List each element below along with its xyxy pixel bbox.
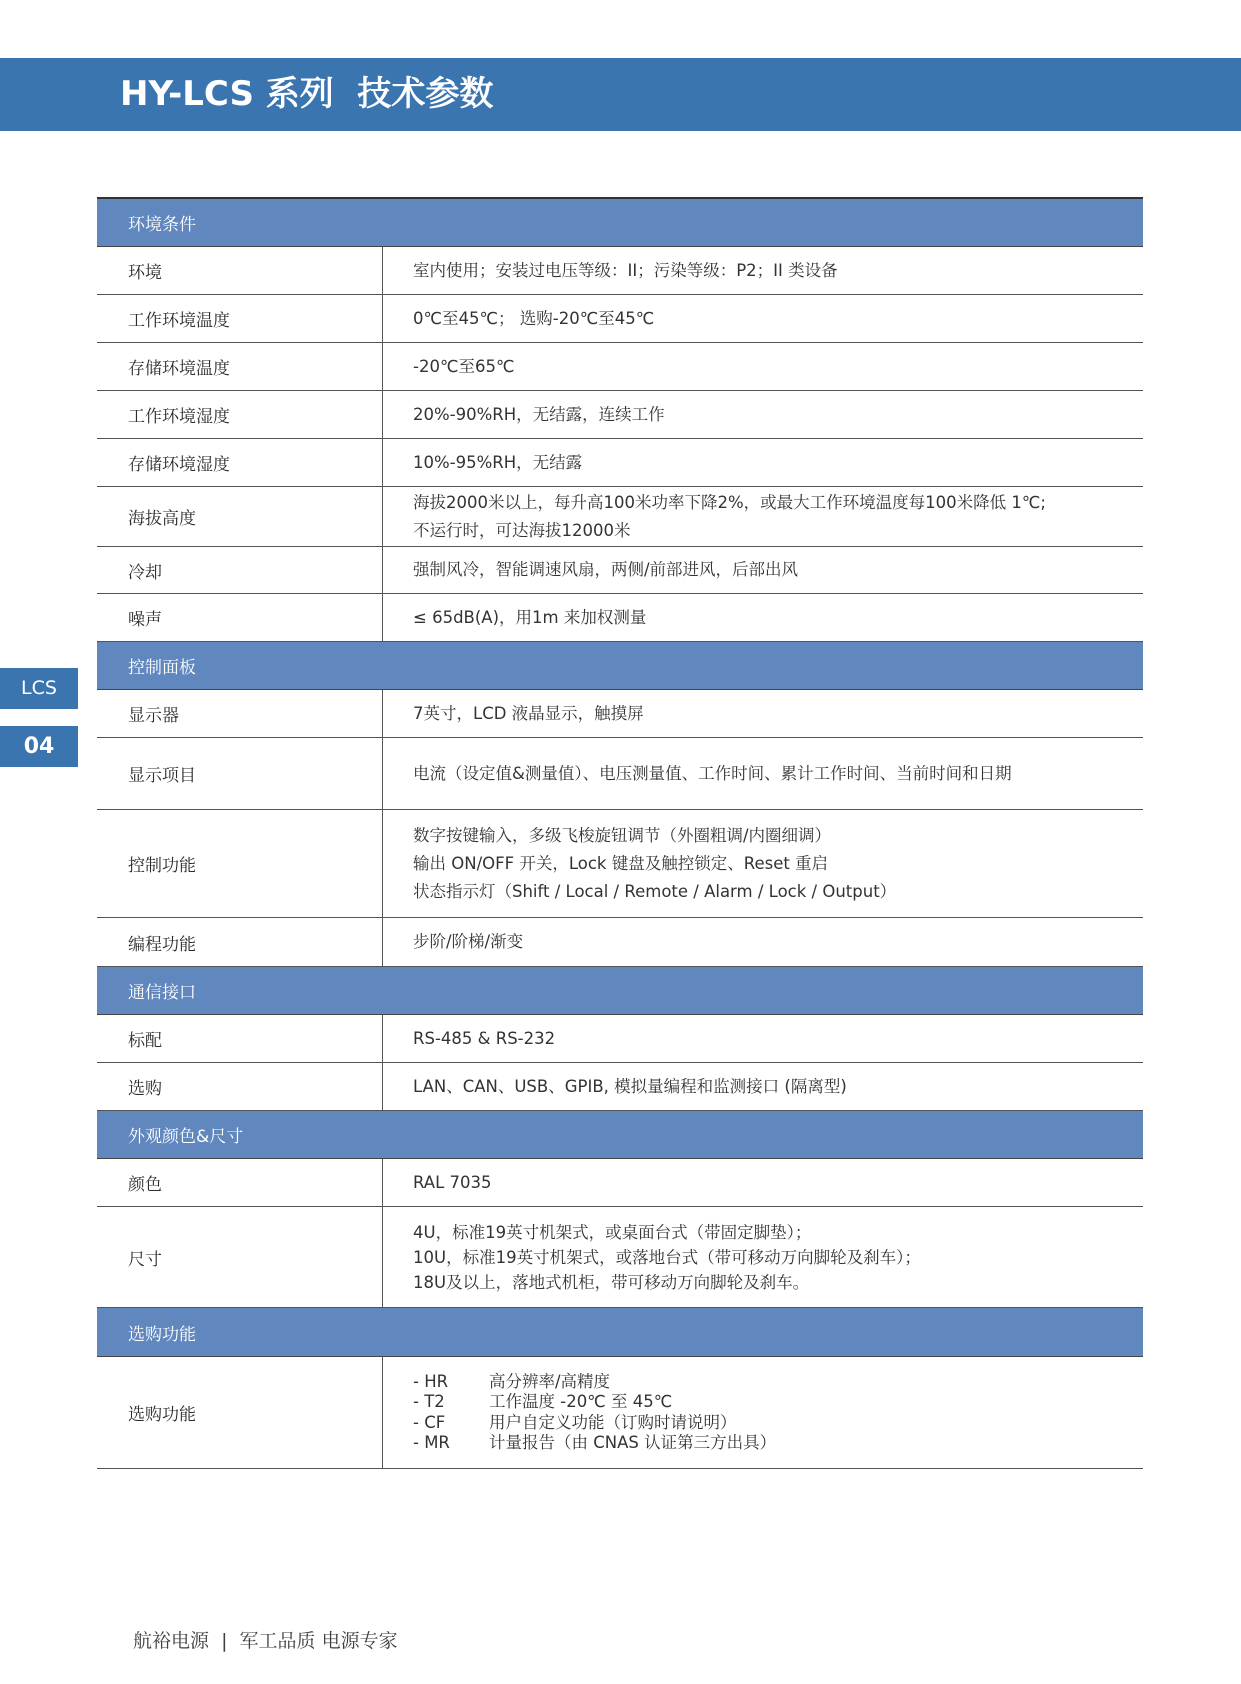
section-header: 选购功能	[97, 1308, 1143, 1357]
option-code: - CF	[413, 1412, 446, 1432]
option-desc: 工作温度 -20℃ 至 45℃	[489, 1392, 673, 1411]
spec-label: 标配	[97, 1015, 383, 1062]
spec-row	[97, 1015, 1143, 1063]
spec-row	[97, 247, 1143, 295]
spec-label: 工作环境温度	[97, 295, 383, 342]
spec-value-line: 18U及以上，落地式机柜，带可移动万向脚轮及刹车。	[413, 1272, 810, 1292]
spec-row	[97, 439, 1143, 487]
spec-label: 海拔高度	[97, 487, 383, 546]
spec-value	[383, 1357, 1143, 1468]
spec-value	[383, 295, 1143, 342]
spec-value	[383, 1207, 1143, 1307]
spec-value	[383, 810, 1143, 917]
spec-row	[97, 594, 1143, 642]
spec-value-line: 步阶/阶梯/渐变	[413, 932, 524, 951]
section-header: 外观颜色&尺寸	[97, 1111, 1143, 1159]
spec-value	[383, 1063, 1143, 1110]
series-tab: LCS	[0, 668, 78, 709]
spec-row	[97, 487, 1143, 547]
spec-label: 尺寸	[97, 1207, 383, 1307]
spec-value-line: 室内使用；安装过电压等级：II；污染等级：P2；II 类设备	[413, 260, 838, 280]
spec-value	[383, 439, 1143, 486]
option-code: - T2	[413, 1392, 445, 1411]
spec-row	[97, 295, 1143, 343]
spec-label: 工作环境湿度	[97, 391, 383, 438]
spec-label: 存储环境温度	[97, 343, 383, 390]
footer-slogan: 航裕电源 | 军工品质 电源专家	[133, 1630, 398, 1652]
option-desc: 用户自定义功能（订购时请说明）	[489, 1412, 737, 1432]
spec-value	[383, 487, 1143, 546]
spec-row	[97, 1063, 1143, 1111]
spec-value-line: ≤ 65dB(A)，用1m 来加权测量	[413, 607, 647, 627]
spec-label: 噪声	[97, 594, 383, 641]
spec-label: 环境	[97, 247, 383, 294]
spec-row	[97, 547, 1143, 594]
spec-value-line: 数字按键输入，多级飞梭旋钮调节（外圈粗调/内圈细调）	[413, 825, 832, 845]
spec-value-line: RS-485 & RS-232	[413, 1028, 556, 1048]
spec-label: 选购	[97, 1063, 383, 1110]
option-item	[413, 1372, 1133, 1393]
spec-value-line: 0℃至45℃； 选购-20℃至45℃	[413, 308, 655, 328]
spec-value-line: 10%-95%RH，无结露	[413, 452, 583, 472]
spec-label: 选购功能	[97, 1357, 383, 1468]
spec-label: 控制功能	[97, 810, 383, 917]
spec-value	[383, 738, 1143, 809]
spec-value-line: 7英寸，LCD 液晶显示，触摸屏	[413, 703, 644, 723]
spec-value	[383, 594, 1143, 641]
spec-value-line: 20%-90%RH，无结露，连续工作	[413, 404, 665, 424]
title-banner	[0, 58, 1241, 131]
spec-label: 显示项目	[97, 738, 383, 809]
spec-value-line: 10U，标准19英寸机架式，或落地台式（带可移动万向脚轮及刹车）；	[413, 1247, 921, 1267]
spec-label: 颜色	[97, 1159, 383, 1206]
spec-row	[97, 918, 1143, 967]
spec-label: 存储环境湿度	[97, 439, 383, 486]
option-desc: 计量报告（由 CNAS 认证第三方出具）	[489, 1433, 777, 1452]
spec-value	[383, 1015, 1143, 1062]
spec-row	[97, 391, 1143, 439]
option-desc: 高分辨率/高精度	[489, 1371, 611, 1391]
spec-value-line: 状态指示灯（Shift / Local / Remote / Alarm / Lock / Output）	[413, 881, 897, 901]
spec-row	[97, 738, 1143, 810]
spec-row	[97, 1357, 1143, 1469]
spec-value	[383, 547, 1143, 593]
spec-label: 显示器	[97, 690, 383, 737]
spec-value-line: -20℃至65℃	[413, 356, 515, 376]
page-number-tab: 04	[0, 726, 78, 767]
spec-label: 编程功能	[97, 918, 383, 966]
spec-label: 冷却	[97, 547, 383, 593]
spec-value-line: LAN、CAN、USB、GPIB, 模拟量编程和监测接口 (隔离型)	[413, 1076, 847, 1096]
spec-value-line: 强制风冷，智能调速风扇，两侧/前部进风，后部出风	[413, 560, 799, 579]
spec-value	[383, 391, 1143, 438]
spec-row	[97, 343, 1143, 391]
spec-value	[383, 1159, 1143, 1206]
spec-value-line: 4U，标准19英寸机架式，或桌面台式（带固定脚垫）；	[413, 1222, 812, 1242]
spec-row	[97, 810, 1143, 918]
spec-value-line: 海拔2000米以上，每升高100米功率下降2%，或最大工作环境温度每100米降低 1℃;	[413, 492, 1046, 512]
spec-value	[383, 343, 1143, 390]
section-header: 环境条件	[97, 199, 1143, 247]
section-header: 控制面板	[97, 642, 1143, 690]
section-header: 通信接口	[97, 967, 1143, 1015]
spec-value-line: 不运行时，可达海拔12000米	[413, 520, 631, 540]
option-item	[413, 1392, 1133, 1413]
page-title: HY-LCS 系列 技术参数	[120, 74, 494, 114]
spec-value-line: 电流（设定值&测量值）、电压测量值、工作时间、累计工作时间、当前时间和日期	[413, 763, 1012, 783]
spec-value-line: 输出 ON/OFF 开关，Lock 键盘及触控锁定、Reset 重启	[413, 853, 829, 873]
spec-table	[97, 197, 1143, 1469]
option-code: - HR	[413, 1371, 449, 1391]
spec-value-line: RAL 7035	[413, 1172, 492, 1192]
option-code: - MR	[413, 1433, 450, 1452]
spec-value	[383, 918, 1143, 966]
spec-row	[97, 690, 1143, 738]
spec-value	[383, 690, 1143, 737]
spec-row	[97, 1207, 1143, 1308]
spec-row	[97, 1159, 1143, 1207]
option-item	[413, 1413, 1133, 1434]
option-item	[413, 1433, 1133, 1454]
spec-value	[383, 247, 1143, 294]
